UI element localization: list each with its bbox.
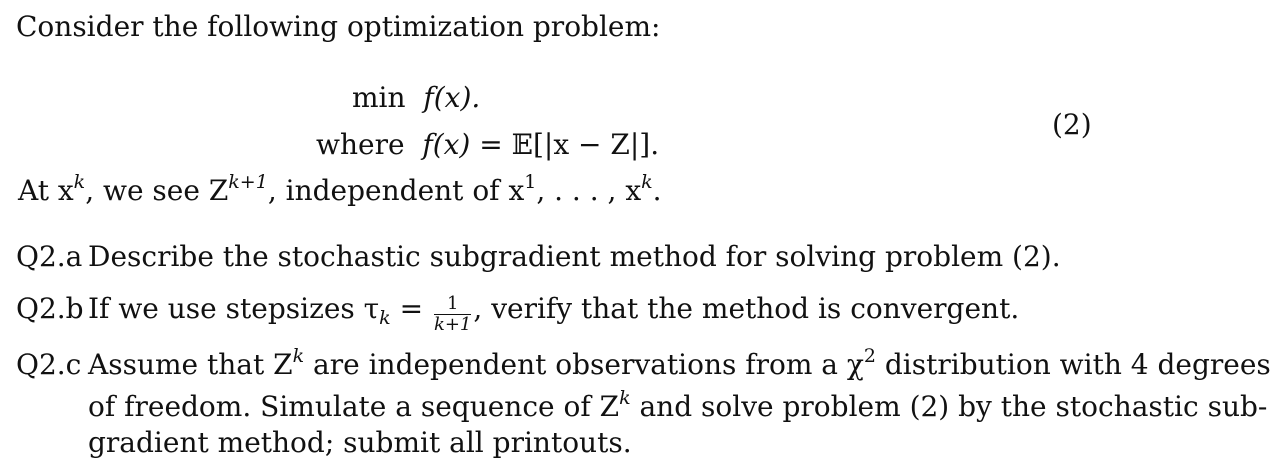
question-label-c: Q2.c	[16, 348, 82, 381]
f-of-x: f(x)	[422, 128, 471, 161]
observations-text: are independent observations from a χ	[304, 348, 864, 381]
question-label-b: Q2.b	[16, 292, 84, 325]
question-text-c-line2	[88, 387, 1268, 424]
independent-text: , independent of x	[267, 174, 525, 207]
question-text-b	[88, 292, 1019, 334]
see-text: , we see Z	[85, 174, 229, 207]
distribution-text: distribution with 4 degrees	[875, 348, 1271, 381]
independence-statement	[18, 171, 662, 208]
objective-expr: f(x).	[423, 81, 481, 114]
stepsize-fraction	[434, 295, 471, 334]
fraction-denominator: k+1	[433, 314, 472, 335]
ellipsis-text: , . . . , x	[536, 174, 642, 207]
min-operator: min	[352, 81, 406, 114]
superscript-k: k	[73, 171, 86, 193]
period: .	[652, 174, 662, 207]
assume-text: Assume that Z	[88, 348, 293, 381]
equals-sign: =	[479, 128, 503, 161]
fraction-numerator: 1	[434, 295, 471, 315]
at-text: At x	[18, 174, 74, 207]
subscript-k: k	[379, 307, 391, 329]
stepsize-post: , verify that the method is convergent.	[473, 292, 1020, 325]
superscript-k-c2: k	[619, 387, 631, 409]
superscript-1: 1	[524, 171, 537, 193]
stepsize-pre: If we use stepsizes τ	[88, 292, 380, 325]
equation-line-min	[352, 81, 480, 115]
equation-line-where	[316, 128, 659, 162]
question-label-a: Q2.a	[16, 240, 83, 273]
superscript-k-end: k	[641, 171, 653, 193]
equation-number: (2)	[1052, 108, 1092, 141]
solve-text: and solve problem (2) by the stochastic sub-	[630, 390, 1268, 423]
superscript-2: 2	[863, 345, 876, 367]
intro-text: Consider the following optimization problem:	[16, 10, 661, 43]
question-text-c-line1	[88, 345, 1271, 382]
freedom-text: of freedom. Simulate a sequence of Z	[88, 390, 620, 423]
where-word: where	[316, 128, 405, 161]
question-text-c-line3: gradient method; submit all printouts.	[88, 426, 632, 459]
question-text-a: Describe the stochastic subgradient method for solving problem (2).	[88, 240, 1061, 273]
expectation-expr: 𝔼[|x − Z|].	[511, 128, 660, 161]
stepsize-equals: =	[390, 292, 432, 325]
superscript-k-c: k	[292, 345, 305, 367]
superscript-k-plus-1: k+1	[228, 171, 268, 193]
